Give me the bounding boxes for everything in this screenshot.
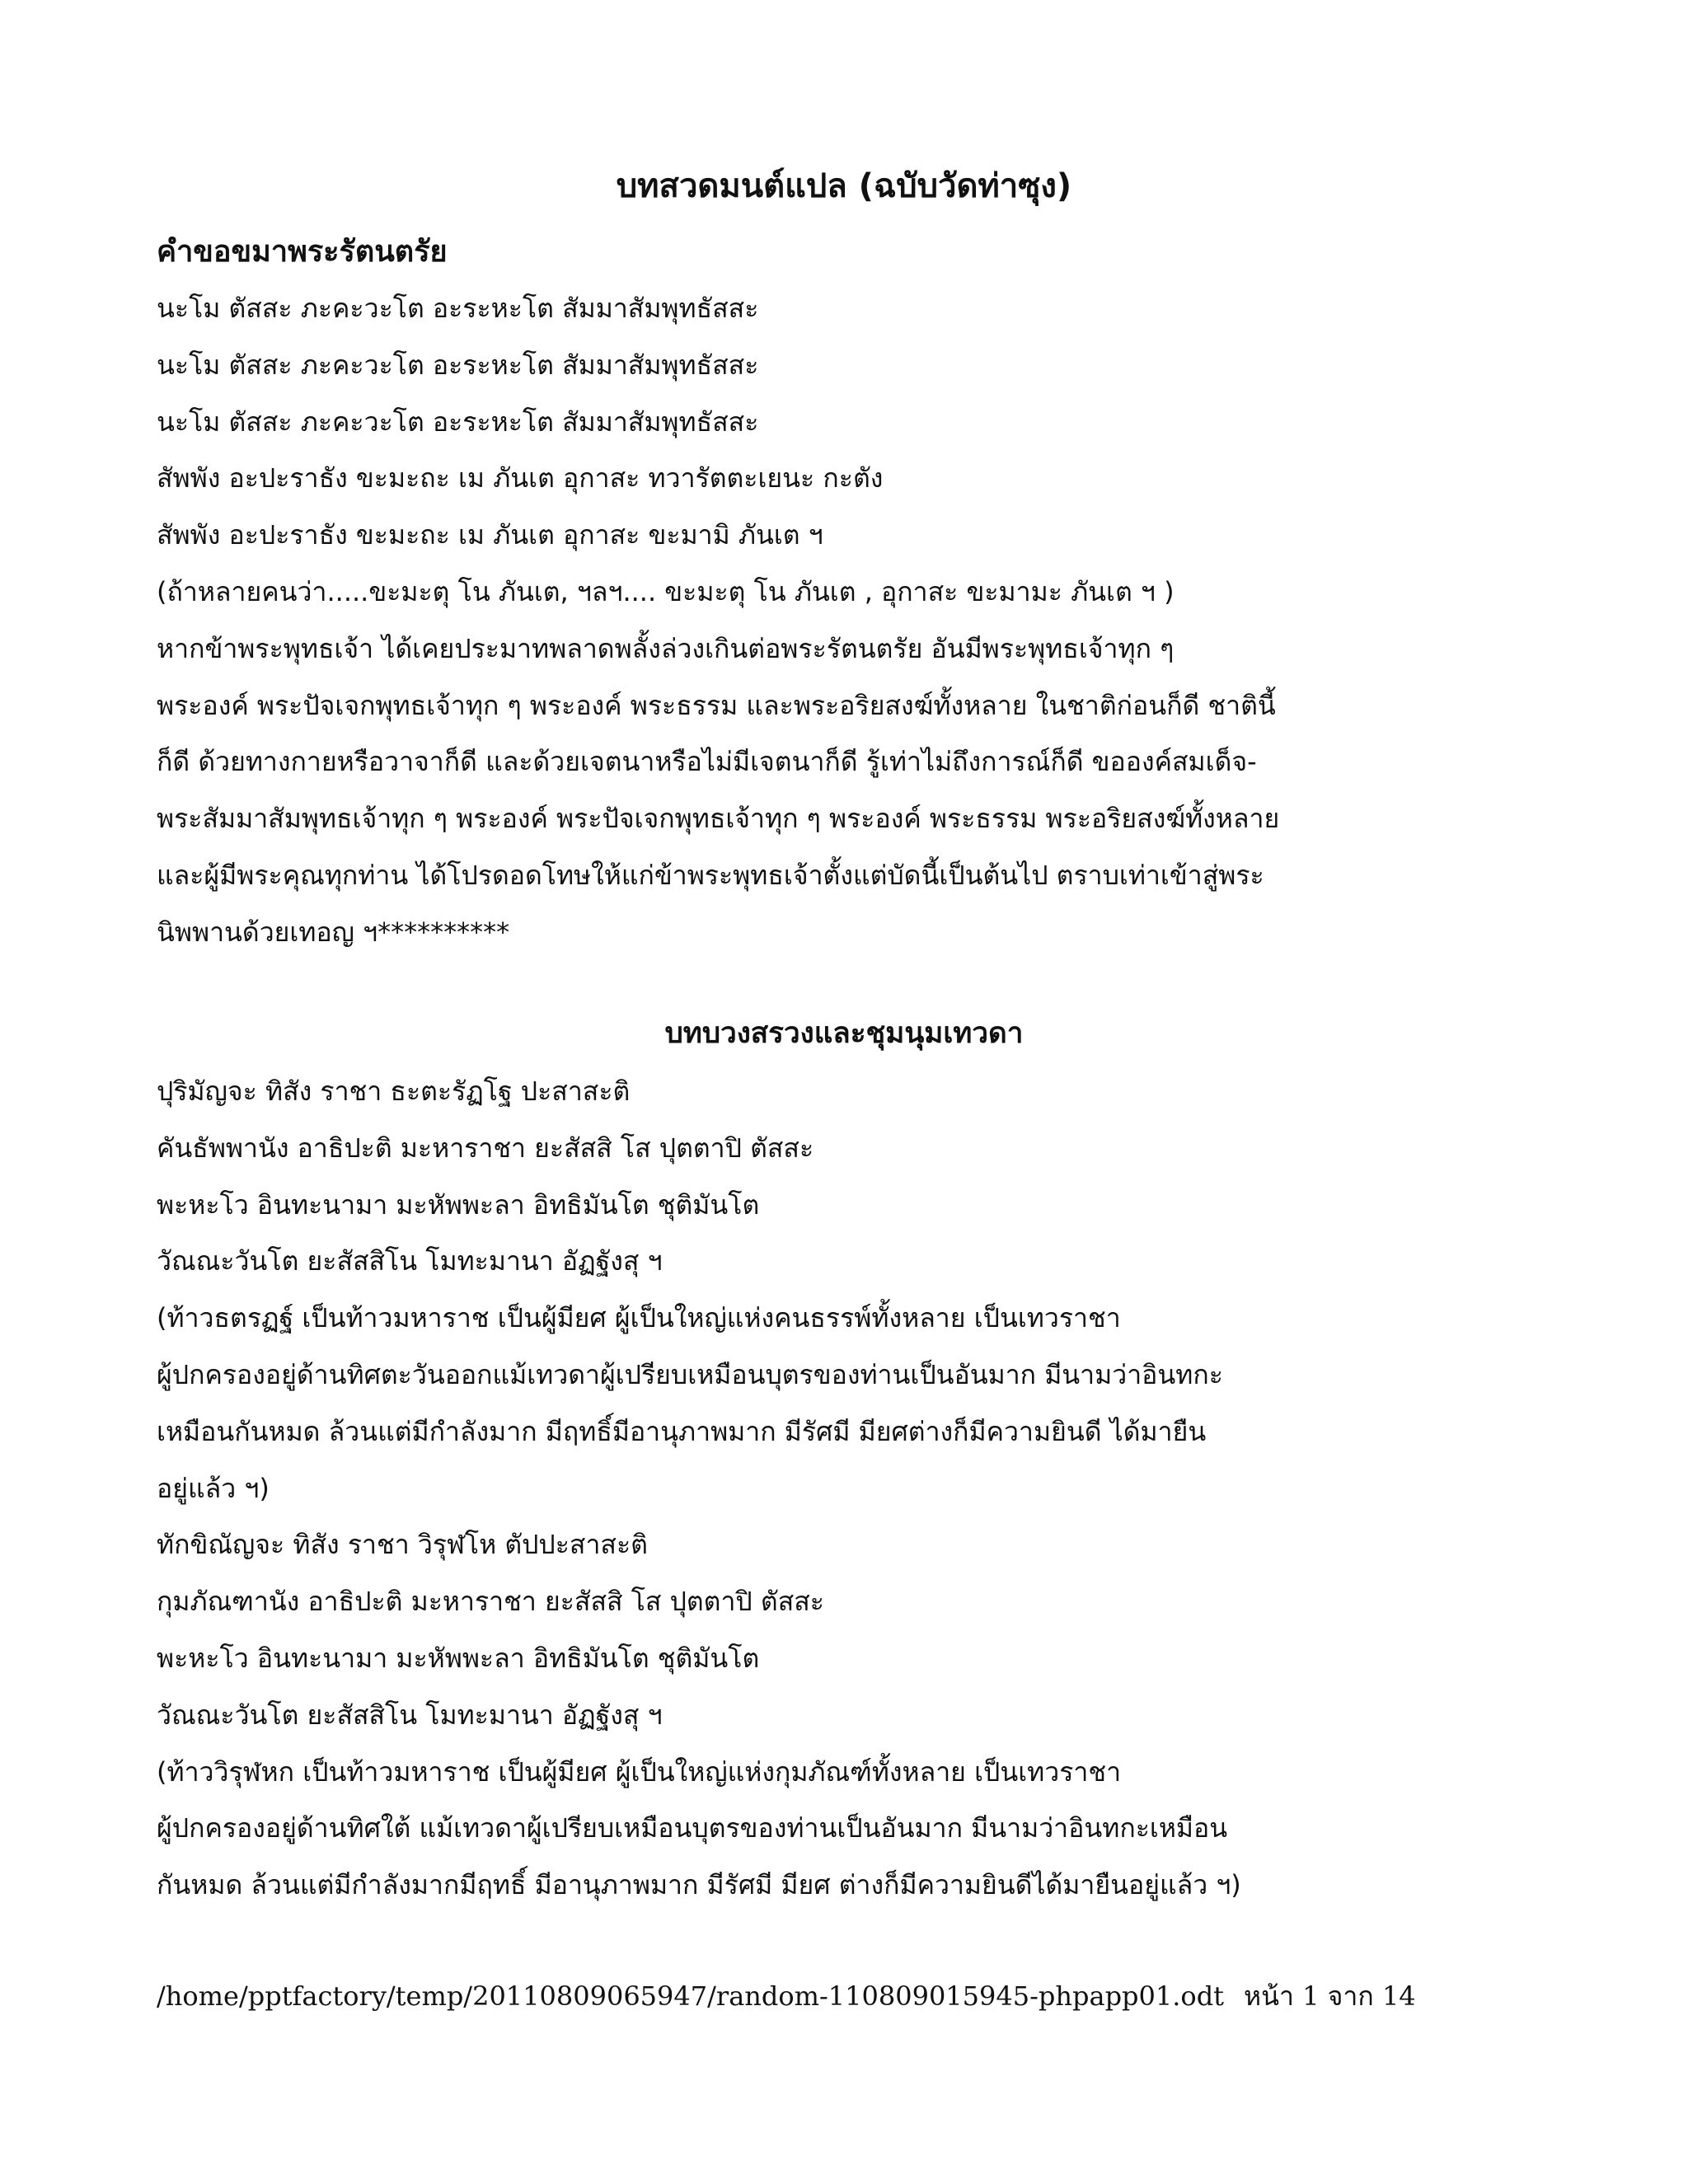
text-line: และผู้มีพระคุณทุกท่าน ได้โปรดอดโทษให้แก่ข้าพระพุทธเจ้าตั้งแต่บัดนี้เป็นต้นไป ตราบเท่าเข้าสู่พระ (157, 859, 1264, 891)
text-line: นะโม ตัสสะ ภะคะวะโต อะระหะโต สัมมาสัมพุทธัสสะ (157, 405, 759, 438)
text-line: ผู้ปกครองอยู่ด้านทิศตะวันออกแม้เทวดาผู้เปรียบเหมือนบุตรของท่านเป็นอันมาก มีนามว่าอินทกะ (157, 1358, 1223, 1390)
footer-page-number: หน้า 1 จาก 14 (1244, 1980, 1416, 2012)
text-line: เหมือนกันหมด ล้วนแต่มีกำลังมาก มีฤทธิ์มีอานุภาพมาก มีรัศมี มียศต่างก็มีความยินดี ได้มายืน (157, 1415, 1207, 1447)
text-line: นิพพานด้วยเทอญ ฯ********** (157, 916, 510, 948)
text-line: อยู่แล้ว ฯ) (157, 1472, 270, 1504)
text-line: (ท้าวธตรฏฐ์ เป็นท้าวมหาราช เป็นผู้มียศ ผู้เป็นใหญ่แห่งคนธรรพ์ทั้งหลาย เป็นเทวราชา (157, 1302, 1121, 1334)
text-line: ปุริมัญจะ ทิสัง ราชา ธะตะรัฏโฐ ปะสาสะติ (157, 1076, 631, 1107)
section-heading-devas: บทบวงสรวงและชุมนุมเทวดา (664, 1017, 1024, 1050)
text-line: นะโม ตัสสะ ภะคะวะโต อะระหะโต สัมมาสัมพุทธัสสะ (157, 293, 759, 324)
footer-file-path: /home/pptfactory/temp/20110809065947/random-110809015945-phpapp01.odt (157, 1980, 1225, 2012)
text-line: พะหะโว อินทะนามา มะหัพพะลา อิทธิมันโต ชุติมันโต (157, 1188, 760, 1221)
text-line: ก็ดี ด้วยทางกายหรือวาจาก็ดี และด้วยเจตนาหรือไม่มีเจตนาก็ดี รู้เท่าไม่ถึงการณ์ก็ดี ขอองค์สมเด็จ- (157, 746, 1257, 778)
text-line: ผู้ปกครองอยู่ด้านทิศใต้ แม้เทวดาผู้เปรียบเหมือนบุตรของท่านเป็นอันมาก มีนามว่าอินทกะเหมือน (157, 1812, 1228, 1844)
section-body-apology (157, 280, 1541, 961)
section-heading-apology: คำขอขมาพระรัตนตรัย (157, 235, 448, 269)
text-line: กันหมด ล้วนแต่มีกำลังมากมีฤทธิ์ มีอานุภาพมาก มีรัศมี มียศ ต่างก็มีความยินดีได้มายืนอยู่แล้ว ฯ) (157, 1869, 1241, 1901)
text-line: กุมภัณฑานัง อาธิปะติ มะหาราชา ยะสัสสิ โส ปุตตาปิ ตัสสะ (157, 1586, 824, 1618)
section-body-devas (157, 1063, 1541, 1914)
text-line: สัพพัง อะปะราธัง ขะมะถะ เม ภันเต อุกาสะ ทวารัตตะเยนะ กะตัง (157, 462, 884, 494)
text-line: นะโม ตัสสะ ภะคะวะโต อะระหะโต สัมมาสัมพุทธัสสะ (157, 349, 759, 381)
text-line: วัณณะวันโต ยะสัสสิโน โมทะมานา อัฏฐังสุ ฯ (157, 1245, 663, 1277)
text-line: ทักขิณัญจะ ทิสัง ราชา วิรุฬโห ตัปปะสาสะติ (157, 1529, 648, 1561)
text-line: (ถ้าหลายคนว่า.....ขะมะตุ โน ภันเต, ฯลฯ.... ขะมะตุ โน ภันเต , อุกาสะ ขะมามะ ภันเต ฯ ) (157, 575, 1175, 607)
text-line: สัพพัง อะปะราธัง ขะมะถะ เม ภันเต อุกาสะ ขะมามิ ภันเต ฯ (157, 519, 823, 551)
text-line: คันธัพพานัง อาธิปะติ มะหาราชา ยะสัสสิ โส ปุตตาปิ ตัสสะ (157, 1132, 814, 1164)
document-title: บทสวดมนต์แปล (ฉบับวัดท่าซุง) (616, 167, 1072, 205)
text-line: วัณณะวันโต ยะสัสสิโน โมทะมานา อัฏฐังสุ ฯ (157, 1699, 663, 1731)
page-footer (157, 1976, 1416, 2016)
text-line: พะหะโว อินทะนามา มะหัพพะลา อิทธิมันโต ชุติมันโต (157, 1642, 760, 1674)
text-line: พระสัมมาสัมพุทธเจ้าทุก ๆ พระองค์ พระปัจเจกพุทธเจ้าทุก ๆ พระองค์ พระธรรม พระอริยสงฆ์ทั้งหลาย (157, 803, 1280, 835)
text-line: พระองค์ พระปัจเจกพุทธเจ้าทุก ๆ พระองค์ พระธรรม และพระอริยสงฆ์ทั้งหลาย ในชาติก่อนก็ดี ชาตินี้ (157, 689, 1276, 721)
text-line: หากข้าพระพุทธเจ้า ได้เคยประมาทพลาดพลั้งล่วงเกินต่อพระรัตนตรัย อันมีพระพุทธเจ้าทุก ๆ (157, 632, 1175, 664)
text-line: (ท้าววิรุฬหก เป็นท้าวมหาราช เป็นผู้มียศ ผู้เป็นใหญ่แห่งกุมภัณฑ์ทั้งหลาย เป็นเทวราชา (157, 1755, 1122, 1788)
